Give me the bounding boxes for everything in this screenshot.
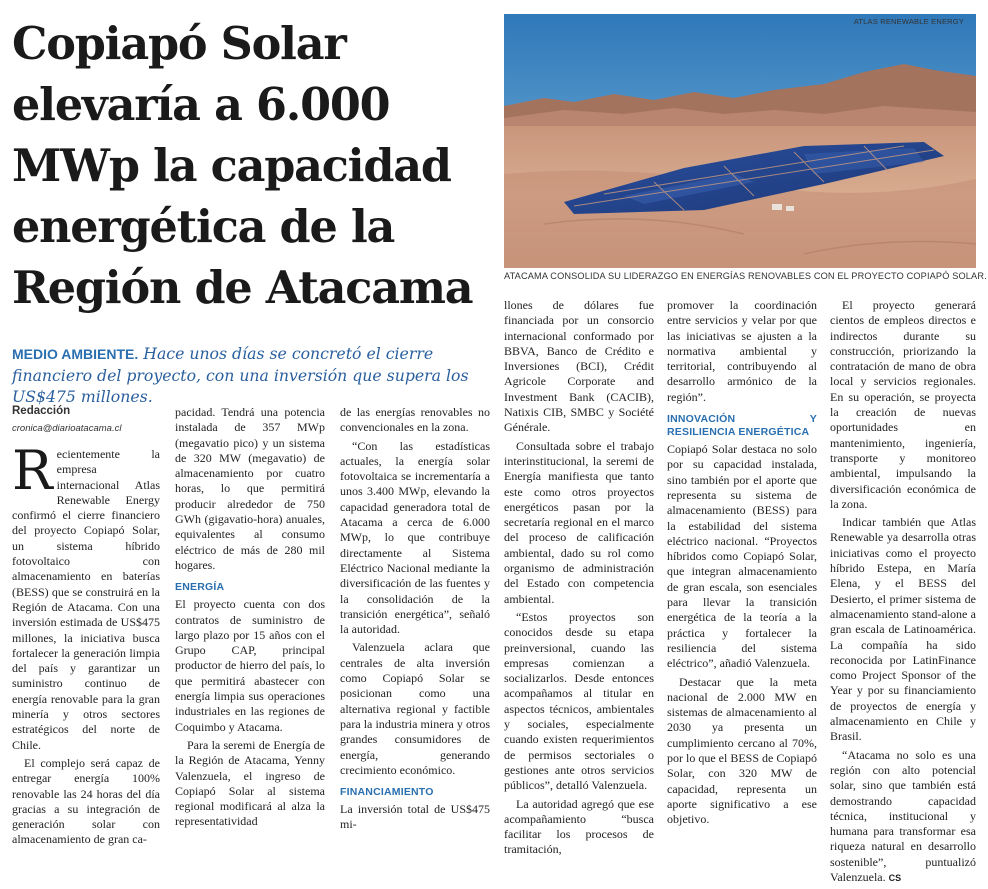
headline-line: Copiapó Solar xyxy=(12,18,346,70)
article-column-4 xyxy=(504,298,654,861)
article-paragraph: pacidad. Tendrá una potencia instalada de 357 MWp (megavatio pico) y un sistema de 320 MW (megavatio) de almacenamiento por cuatro horas, lo que permitirá producir alrededor de 750 GWh (gigavatio-hora) anuales, equivalentes al consumo eléctrico de más de 280 mil hogares. xyxy=(175,405,325,572)
article-paragraph: Indicar también que Atlas Renewable ya desarrolla otras iniciativas como el proyecto híbrido Estepa, en María Elena, y el BESS del Desierto, el primer sistema de almacenamiento stand-alone a gran escala de Latinoamérica. La compañía ha sido reconocida por LatinFinance como Project Sponsor of the Year y por su financiamiento de proyectos de energía y almacenamiento en Chile y Brasil. xyxy=(830,515,976,744)
photo-credit: ATLAS RENEWABLE ENERGY xyxy=(853,17,964,26)
solar-plant-photo xyxy=(504,14,976,268)
article-paragraph xyxy=(830,748,976,887)
end-mark: CS xyxy=(888,872,902,883)
section-heading: INNOVACIÓN Y RESILIENCIA ENERGÉTICA xyxy=(667,413,817,439)
article-column-6 xyxy=(830,298,976,889)
byline-author: Redacción xyxy=(12,405,71,417)
article-paragraph: El proyecto generará cientos de empleos directos e indirectos durante su construcción, priorizando la contratación de mano de obra local y servicios regionales. En su operación, se proyecta la creación de nuevas oportunidades en mantenimiento, ingeniería, transporte y monitoreo ambiental, impulsando la diversificación económica de la zona. xyxy=(830,298,976,511)
headline-line: energética de la xyxy=(12,201,395,253)
paragraph-text: “Atacama no solo es una región con alto potencial solar, sino que también está demostrando capacidad técnica, institucional y humana para transformar esa riqueza natural en desarrollo sostenible”, puntualizó Valenzuela. xyxy=(830,747,976,884)
headline-line: MWp la capacidad xyxy=(12,140,451,192)
photo-image xyxy=(504,14,976,268)
article-paragraph: El proyecto cuenta con dos contratos de suministro de largo plazo por 15 años con el Grupo CAP, principal productor de hierro del país, lo que permitirá abastecer con energía limpia sus operaciones industriales en las regiones de Coquimbo y Atacama. xyxy=(175,597,325,734)
article-paragraph: La inversión total de US$475 mi- xyxy=(340,802,490,832)
lead-text: Hace unos días se concretó el cierre financiero del proyecto, con una inversión que supera los US$475 millones. xyxy=(12,344,469,406)
article-paragraph: llones de dólares fue financiada por un consorcio internacional conformado por BBVA, Banco de Crédito e Inversiones (BCI), Crédit Agricole Corporate and Investment Bank (CACIB), Natixis CIB, SMBC y Société Générale. xyxy=(504,298,654,435)
lead-kicker: MEDIO AMBIENTE. xyxy=(12,346,139,362)
paragraph-text: ecientemente la empresa internacional Atlas Renewable Energy confirmó el cierre financiero del proyecto Copiapó Solar, un sistema híbrido fotovoltaico con almacenamiento en baterías (BESS) que se construirá en la Región de Atacama. Con una inversión estimada de US$475 millones, la iniciativa busca fortalecer la generación limpia del país y garantizar un suministro continuo de energía renovable para la gran minería y otros sectores estratégicos del norte de Chile. xyxy=(12,447,160,752)
article-column-3 xyxy=(340,405,490,836)
dropcap: R xyxy=(12,439,53,502)
section-heading: ENERGÍA xyxy=(175,581,225,594)
article-paragraph: “Con las estadísticas actuales, la energía solar fotovoltaica se incrementaría a unos 3.400 MWp, elevando la capacidad generadora total de Atacama a cerca de 6.000 MWp, lo que contribuye directamente al Sistema Eléctrico Nacional mediante la diversificación de las fuentes y la consolidación de la transición energética”, señaló la autoridad. xyxy=(340,438,490,637)
headline xyxy=(12,14,490,319)
headline-line: elevaría a 6.000 xyxy=(12,79,390,131)
article-paragraph: Copiapó Solar destaca no solo por su capacidad instalada, sino también por el aporte que representa su sistema de almacenamiento (BESS) para la estabilidad del sistema eléctrico nacional. “Proyectos híbridos como Copiapó Solar, que integran almacenamiento de gran escala, son esenciales para llevar la transición energética de la teoría a la práctica y fortalecer la resiliencia del sistema eléctrico”, añadió Valenzuela. xyxy=(667,442,817,671)
article-paragraph xyxy=(12,439,160,753)
article-paragraph: “Estos proyectos son conocidos desde su etapa preinversional, cuando las empresas comienzan a socializarlos. Desde entonces acompañamos al titular en aspectos técnicos, ambientales y sociales, especialmente cuando existen requerimientos de permisos sectoriales o gestiones ante otros servicios públicos”, detalló Valenzuela. xyxy=(504,609,654,793)
article-column-2 xyxy=(175,405,325,833)
byline-email: cronica@diarioatacama.cl xyxy=(12,423,122,434)
article-paragraph: Destacar que la meta nacional de 2.000 MW en sistemas de almacenamiento al 2030 ya presenta un cumplimiento cercano al 70%, por lo que el BESS de Copiapó Solar, con 320 MW de capacidad, representa un aporte significativo a ese objetivo. xyxy=(667,674,817,827)
article-paragraph: La autoridad agregó que ese acompañamiento “busca facilitar los procesos de tramitación, xyxy=(504,796,654,857)
article-column-1 xyxy=(12,439,160,851)
section-heading: FINANCIAMIENTO xyxy=(340,786,434,799)
photo-caption: ATACAMA CONSOLIDA SU LIDERAZGO EN ENERGÍAS RENOVABLES CON EL PROYECTO COPIAPÓ SOLAR. xyxy=(504,271,987,281)
article-paragraph: Valenzuela aclara que centrales de alta inversión como Copiapó Solar se posicionan como una alternativa regional y factible para la industria minera y otros grandes consumidores de energía, generando crecimiento económico. xyxy=(340,640,490,777)
article-column-5 xyxy=(667,298,817,831)
article-paragraph: Para la seremi de Energía de la Región de Atacama, Yenny Valenzuela, el ingreso de Copiapó Solar al sistema regional modificará al alza la representatividad xyxy=(175,737,325,829)
article-paragraph: Consultada sobre el trabajo interinstitucional, la seremi de Energía manifiesta que tanto este como otros proyectos energéticos pasan por la secretaría regional en el marco del proceso de calificación ambiental, dado su rol como organismo de administración del Estado con competencia ambiental. xyxy=(504,438,654,606)
headline-line: Región de Atacama xyxy=(12,262,473,314)
article-paragraph: de las energías renovables no convencionales en la zona. xyxy=(340,405,490,435)
lead-paragraph xyxy=(12,343,490,407)
article-paragraph: promover la coordinación entre servicios y velar por que las iniciativas se ajusten a la normativa ambiental y territorial, contribuyendo al desarrollo armónico de la región”. xyxy=(667,298,817,404)
article-paragraph: El complejo será capaz de entregar energía 100% renovable las 24 horas del día gracias a su integración de generación solar con almacenamiento de gran ca- xyxy=(12,755,160,847)
